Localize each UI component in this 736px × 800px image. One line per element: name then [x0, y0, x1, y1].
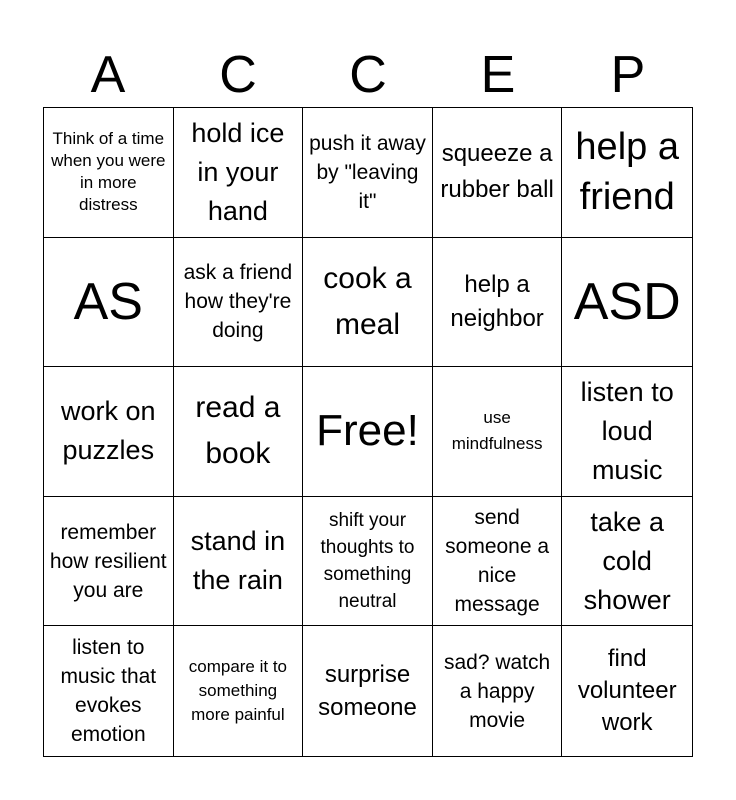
cell-text: squeeze a rubber ball: [440, 140, 554, 204]
header-letter-5: P: [610, 46, 646, 104]
cell-text: hold ice in your hand: [191, 117, 285, 226]
bingo-cell-3-4[interactable]: [433, 367, 563, 497]
cell-text: sad? watch a happy movie: [443, 650, 551, 732]
cell-text: help a neighbor: [450, 270, 544, 332]
cell-text: Think of a time when you were in more distress: [51, 129, 166, 215]
cell-text: shift your thoughts to something neutral: [320, 510, 415, 613]
bingo-cell-2-3[interactable]: [303, 238, 433, 368]
cell-text: ask a friend how they're doing: [183, 261, 293, 343]
header-letter-2: C: [219, 46, 257, 104]
bingo-cell-3-3[interactable]: [303, 367, 433, 497]
cell-text: send someone a nice message: [445, 506, 550, 617]
bingo-cell-4-1[interactable]: [44, 497, 174, 627]
bingo-cell-3-2[interactable]: [174, 367, 304, 497]
cell-text: find volunteer work: [577, 645, 677, 737]
bingo-header: [43, 44, 693, 106]
cell-text: help a friend: [575, 126, 679, 219]
bingo-cell-1-3[interactable]: [303, 108, 433, 238]
bingo-cell-1-2[interactable]: [174, 108, 304, 238]
bingo-board: [43, 107, 693, 757]
bingo-cell-2-1[interactable]: [44, 238, 174, 368]
bingo-cell-5-5[interactable]: [562, 626, 692, 756]
cell-text: ASD: [573, 272, 681, 331]
cell-text: listen to music that evokes emotion: [60, 636, 157, 747]
cell-text: AS: [73, 272, 143, 331]
bingo-cell-3-5[interactable]: [562, 367, 692, 497]
cell-text: read a book: [195, 391, 281, 471]
bingo-cell-5-3[interactable]: [303, 626, 433, 756]
cell-text: remember how resilient you are: [49, 520, 167, 602]
cell-text: surprise someone: [318, 661, 417, 722]
cell-text: stand in the rain: [190, 526, 286, 596]
bingo-cell-4-3[interactable]: [303, 497, 433, 627]
cell-text: cook a meal: [323, 261, 412, 341]
cell-text: work on puzzles: [61, 396, 156, 466]
cell-text: compare it to something more painful: [188, 657, 288, 725]
bingo-cell-5-2[interactable]: [174, 626, 304, 756]
bingo-cell-4-5[interactable]: [562, 497, 692, 627]
bingo-cell-1-1[interactable]: [44, 108, 174, 238]
cell-text: Free!: [316, 406, 419, 456]
bingo-cell-1-5[interactable]: [562, 108, 692, 238]
bingo-cell-4-4[interactable]: [433, 497, 563, 627]
bingo-cell-5-4[interactable]: [433, 626, 563, 756]
bingo-cell-3-1[interactable]: [44, 367, 174, 497]
cell-text: push it away by "leaving it": [309, 131, 426, 213]
bingo-cell-4-2[interactable]: [174, 497, 304, 627]
header-letter-3: C: [349, 46, 387, 104]
bingo-cell-2-4[interactable]: [433, 238, 563, 368]
bingo-cell-1-4[interactable]: [433, 108, 563, 238]
header-letter-4: E: [480, 46, 516, 104]
cell-text: use mindfulness: [451, 408, 543, 454]
cell-text: listen to loud music: [580, 376, 674, 485]
bingo-cell-5-1[interactable]: [44, 626, 174, 756]
bingo-cell-2-5[interactable]: [562, 238, 692, 368]
cell-text: take a cold shower: [583, 506, 671, 615]
header-letter-1: A: [90, 46, 126, 104]
bingo-cell-2-2[interactable]: [174, 238, 304, 368]
